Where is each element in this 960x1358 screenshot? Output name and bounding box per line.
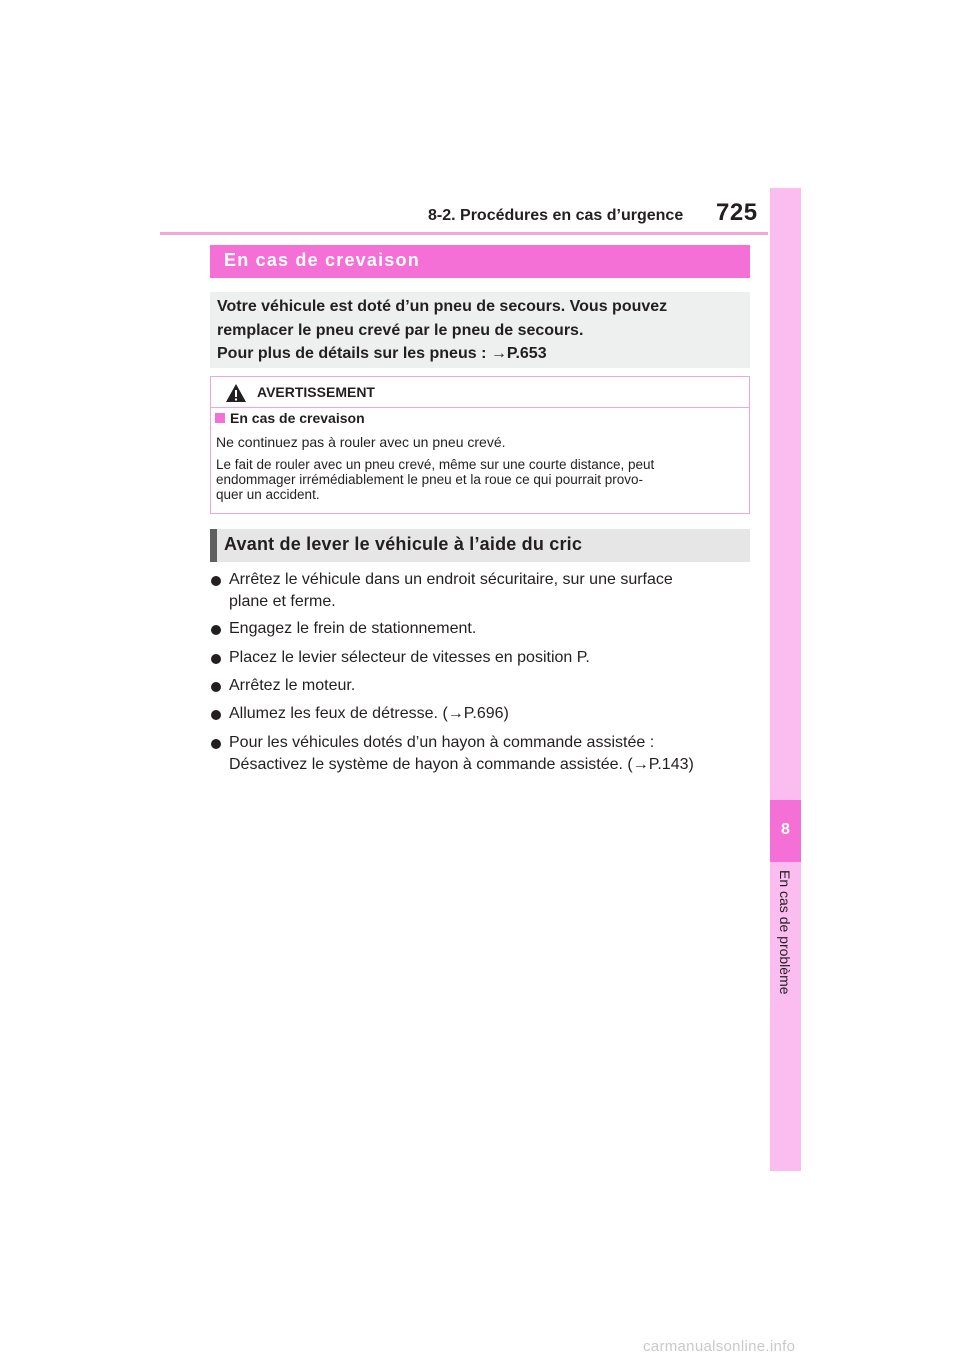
- list-item-text: Allumez les feux de détresse. (→P.696): [229, 705, 509, 722]
- warning-header: [211, 377, 749, 408]
- chapter-number: 8: [781, 821, 790, 838]
- heading-accent-bar: [210, 529, 217, 562]
- section-heading-crevaison-text: En cas de crevaison: [224, 250, 420, 270]
- chapter-title-container: [770, 868, 801, 1028]
- section-heading-cric-text: Avant de lever le véhicule à l’aide du cric: [224, 534, 583, 554]
- page-number: 725: [716, 199, 758, 226]
- intro-box: [210, 292, 750, 368]
- chapter-title: En cas de problème: [777, 870, 793, 995]
- bullet-dot-icon: [211, 625, 221, 635]
- bullet-dot-icon: [211, 576, 221, 586]
- warning-subtitle: En cas de crevaison: [230, 410, 365, 426]
- list-item-text: Arrêtez le moteur.: [229, 677, 356, 694]
- bullet-dot-icon: [211, 710, 221, 720]
- bullet-dot-icon: [211, 654, 221, 664]
- header-rule: [160, 232, 768, 235]
- list-item-text: Désactivez le système de hayon à commande assistée. (→P.143): [229, 756, 694, 773]
- list-item-text: plane et ferme.: [229, 593, 336, 610]
- warning-title: AVERTISSEMENT: [257, 384, 375, 400]
- warning-triangle-icon: [225, 383, 247, 403]
- intro-line: Pour plus de détails sur les pneus : →P.653: [217, 345, 547, 362]
- watermark: carmanualsonline.info: [643, 1338, 796, 1355]
- list-item-text: Engagez le frein de stationnement.: [229, 620, 477, 637]
- section-title: 8-2. Procédures en cas d’urgence: [428, 207, 684, 224]
- section-heading-cric: [210, 529, 750, 562]
- bullet-dot-icon: [211, 739, 221, 749]
- warning-square-bullet: [215, 413, 225, 423]
- warning-text: Ne continuez pas à rouler avec un pneu crevé.: [216, 434, 506, 450]
- list-item-text: Arrêtez le véhicule dans un endroit sécuritaire, sur une surface: [229, 571, 673, 588]
- section-heading-crevaison: [210, 245, 750, 278]
- intro-line: remplacer le pneu crevé par le pneu de secours.: [217, 322, 584, 339]
- list-item-text: Pour les véhicules dotés d’un hayon à commande assistée :: [229, 734, 655, 751]
- intro-line: Votre véhicule est doté d’un pneu de secours. Vous pouvez: [217, 298, 668, 315]
- warning-paragraph-line: endommager irrémédiablement le pneu et la roue ce qui pourrait provo-: [216, 472, 643, 487]
- warning-box: [210, 376, 750, 514]
- list-item-text: Placez le levier sélecteur de vitesses en position P.: [229, 649, 590, 666]
- warning-paragraph-line: Le fait de rouler avec un pneu crevé, même sur une courte distance, peut: [216, 457, 655, 472]
- warning-paragraph-line: quer un accident.: [216, 487, 320, 502]
- bullet-dot-icon: [211, 682, 221, 692]
